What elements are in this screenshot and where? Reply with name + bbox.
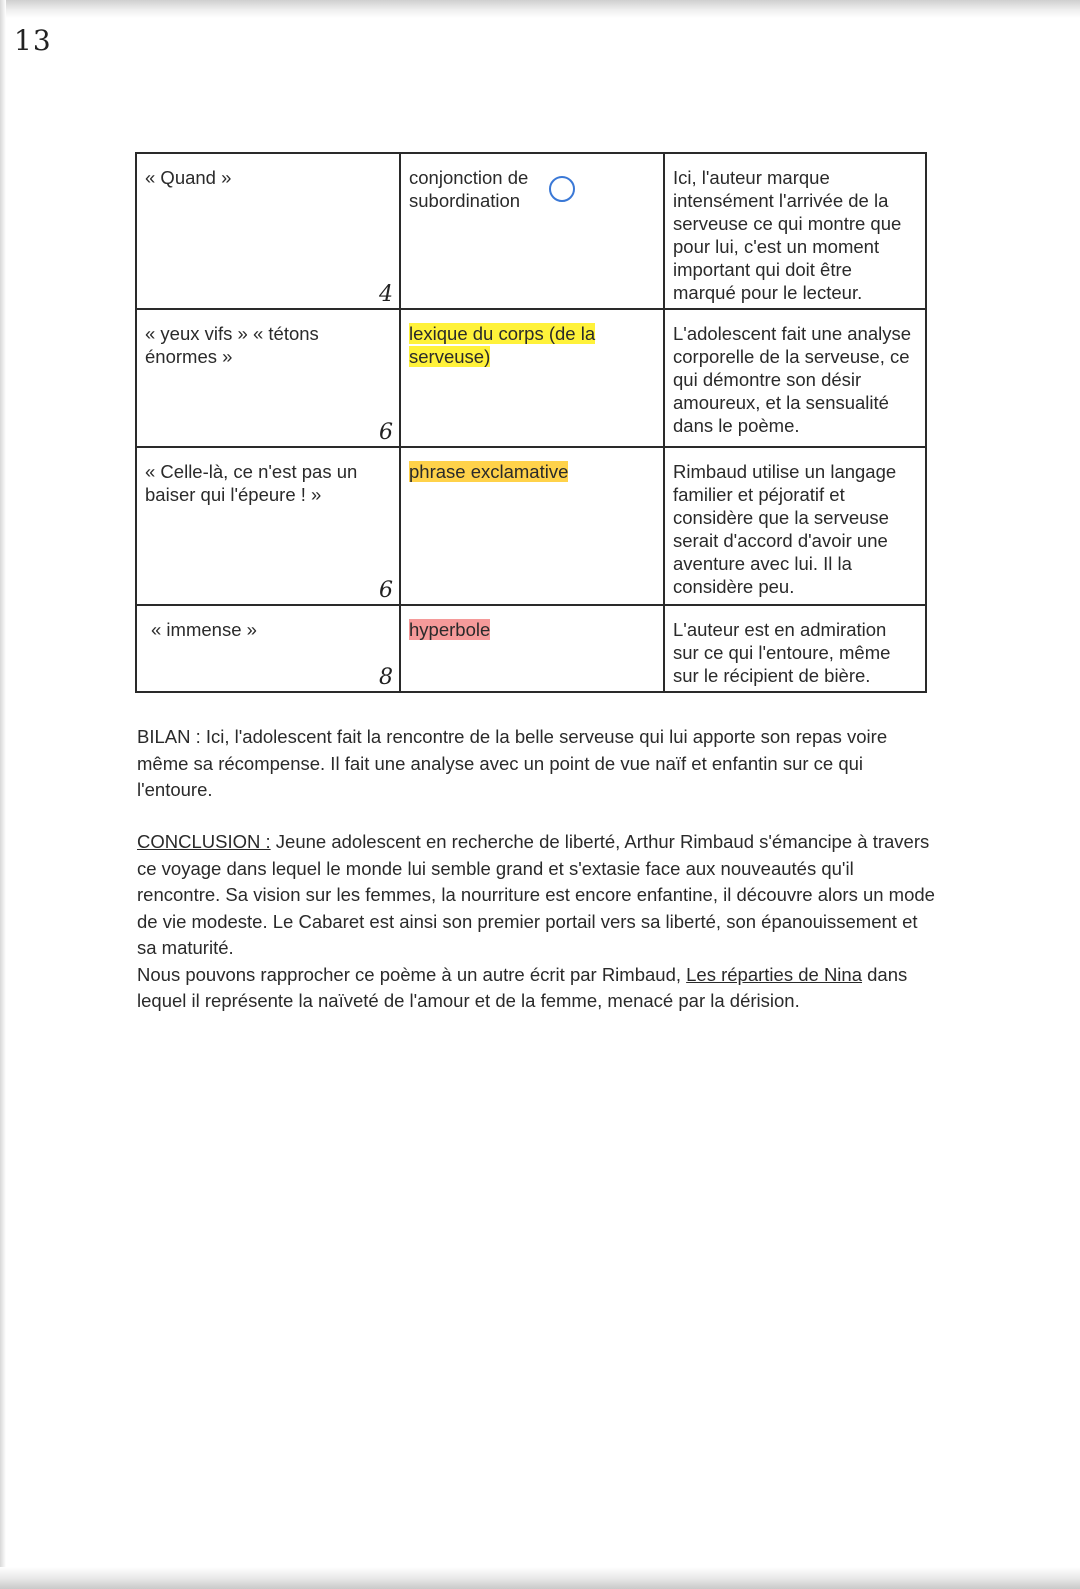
analysis-text: L'auteur est en admiration sur ce qui l'entoure, même sur le récipient de bière.: [673, 619, 891, 686]
photo-edge-bottom: [0, 1567, 1080, 1589]
figure-text-highlighted: phrase exclamative: [409, 461, 569, 482]
table-row: [136, 447, 926, 605]
quote-text: « Quand »: [145, 167, 232, 188]
figure-cell: [400, 447, 664, 605]
conclusion-paragraph: [137, 829, 937, 1015]
figure-cell: [400, 605, 664, 692]
poem-title: Les réparties de Nina: [686, 963, 862, 985]
analysis-text: L'adolescent fait une analyse corporelle de la serveuse, ce qui démontre son désir amoureux, et la sensualité dans le poème.: [673, 323, 912, 436]
comparison-text-after: dans lequel il représente la naïveté de l'amour et de la femme, menacé par la dérision.: [137, 963, 908, 1011]
analysis-table: [135, 152, 927, 693]
quote-cell: [136, 605, 400, 692]
comparison-text-before: Nous pouvons rapprocher ce poème à un autre écrit par Rimbaud,: [137, 963, 687, 985]
quote-cell: [136, 447, 400, 605]
figure-text: conjonction de subordination: [409, 167, 529, 211]
analysis-text: Ici, l'auteur marque intensément l'arrivée de la serveuse ce qui montre que pour lui, c'est un moment important qui doit être marqué pour le lecteur.: [673, 167, 902, 303]
table-row: [136, 153, 926, 309]
quote-text: « yeux vifs » « tétons énormes »: [145, 323, 319, 367]
analysis-cell: [664, 153, 926, 309]
photo-edge-top: [0, 0, 1080, 18]
verse-number: 6: [379, 578, 393, 603]
analysis-cell: [664, 309, 926, 447]
conclusion-label: CONCLUSION :: [137, 831, 271, 852]
quote-text: « immense »: [151, 619, 257, 640]
analysis-cell: [664, 605, 926, 692]
verse-number: 8: [379, 665, 393, 690]
figure-text-highlighted: lexique du corps (de la serveuse): [409, 323, 596, 367]
conclusion-part-2: [137, 962, 937, 1015]
quote-text: « Celle-là, ce n'est pas un baiser qui l'épeure ! »: [145, 461, 358, 505]
table-row: [136, 309, 926, 447]
analysis-cell: [664, 447, 926, 605]
table-row: [136, 605, 926, 692]
bilan-paragraph: [137, 724, 937, 804]
quote-cell: [136, 309, 400, 447]
figure-cell: [400, 153, 664, 309]
quote-cell: [136, 153, 400, 309]
page-number: 13: [14, 24, 52, 57]
bilan-text: BILAN : Ici, l'adolescent fait la rencontre de la belle serveuse qui lui apporte son repas voire même sa récompense. Il fait une analyse avec un point de vue naïf et enfantin sur ce qui l'entoure.: [137, 726, 888, 800]
verse-number: 4: [379, 282, 393, 307]
figure-text-highlighted: hyperbole: [409, 619, 491, 640]
conclusion-text: Jeune adolescent en recherche de liberté, Arthur Rimbaud s'émancipe à travers ce voyage dans lequel le monde lui semble grand et s'extasie face aux nouveautés qu'il rencontre. Sa vision sur les femmes, la nourriture est encore enfantine, il découvre alors un mode de vie modeste. Le Cabaret est ainsi son premier portail vers sa liberté, son épanouissement et sa maturité.: [137, 831, 935, 958]
conclusion-part-1: [137, 829, 937, 962]
figure-cell: [400, 309, 664, 447]
analysis-text: Rimbaud utilise un langage familier et péjoratif et considère que la serveuse serait d'accord d'avoir une aventure avec lui. Il la considère peu.: [673, 461, 897, 597]
circle-annotation-icon: [549, 176, 575, 202]
photo-edge-left: [0, 0, 6, 1589]
verse-number: 6: [379, 420, 393, 445]
